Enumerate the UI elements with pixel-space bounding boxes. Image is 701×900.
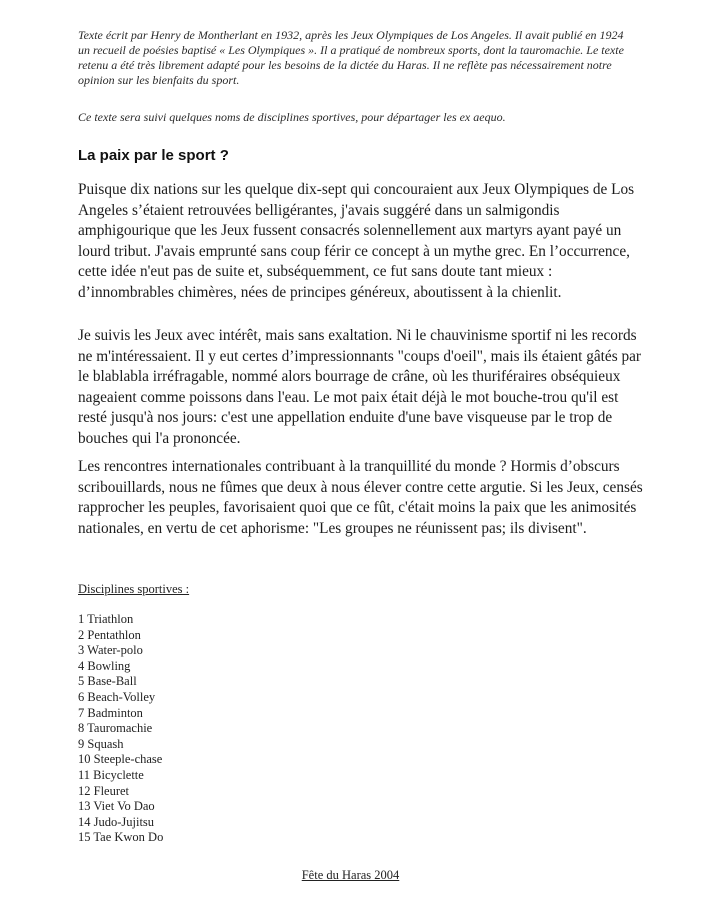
discipline-item: 14 Judo-Jujitsu	[78, 814, 155, 829]
discipline-item: 1 Triathlon	[78, 612, 134, 626]
discipline-item: 6 Beach-Volley	[78, 689, 156, 704]
body-paragraph-2: Je suivis les Jeux avec intérêt, mais sans exaltation. Ni le chauvinisme sportif ni les records ne m'intéressaient. Il y eut certes d’impressionnants "coups d'oeil", mais ils étaient gâtés par le blablabla irréfragable, nommé alors bourrage de crâne, où les thuriféraires obséquieux nageaient comme poissons dans l'eau. Le mot paix était déjà le mot bouche-trou qu'il est resté jusqu'à nos jours: c'est une appellation enduite d'une bave visqueuse par le trop de bouches qui l'a prononcée.	[78, 327, 642, 447]
discipline-item: 9 Squash	[78, 736, 124, 751]
intro-note	[78, 28, 638, 88]
discipline-item: 15 Tae Kwon Do	[78, 830, 164, 845]
discipline-item: 10 Steeple-chase	[78, 752, 163, 767]
discipline-item: 5 Base-Ball	[78, 674, 137, 689]
discipline-item: 4 Bowling	[78, 658, 131, 673]
page-title: La paix par le sport ?	[78, 147, 229, 164]
discipline-item: 8 Tauromachie	[78, 721, 153, 736]
body-paragraph-3: Les rencontres internationales contribuant à la tranquillité du monde ? Hormis d’obscurs scribouillards, nous ne fûmes que deux à nous élever contre cette argutie. Si les Jeux, censés rapprocher les peuples, favorisaient quoi que ce fût, c'était moins la paix que les animosités nationales, en vertu de cet aphorisme: "Les groupes ne réunissent pas; ils divisent".	[78, 458, 643, 537]
intro-note-secondary	[78, 110, 638, 125]
intro-paragraph-secondary: Ce texte sera suivi quelques noms de disciplines sportives, pour départager les ex aequo.	[78, 110, 506, 124]
discipline-item: 2 Pentathlon	[78, 627, 141, 642]
discipline-item: 11 Bicyclette	[78, 767, 144, 782]
body-paragraph-1: Puisque dix nations sur les quelque dix-sept qui concouraient aux Jeux Olympiques de Los Angeles s’étaient retrouvées belligérantes, j'avais suggéré dans un salmigondis amphigourique que les Jeux fussent consacrés solennellement aux martyrs ayant payé un lourd tribut. J'avais emprunté sans coup férir ce concept à un mythe grec. En l’occurrence, cette idée n'eut pas de suite et, subséquemment, ce fut sans doute tant mieux : d’innombrables chimères, nées de principes généreux, aboutissent à la chienlit.	[78, 181, 635, 301]
discipline-item: 12 Fleuret	[78, 783, 130, 798]
disciplines-title: Disciplines sportives :	[78, 582, 190, 596]
discipline-item: 7 Badminton	[78, 705, 143, 720]
discipline-item: 13 Viet Vo Dao	[78, 799, 155, 814]
footer-text: Fête du Haras 2004	[301, 868, 400, 882]
discipline-item: 3 Water-polo	[78, 643, 143, 658]
intro-paragraph: Texte écrit par Henry de Montherlant en 1932, après les Jeux Olympiques de Los Angeles. Il avait publié en 1924 un recueil de poésies baptisé « Les Olympiques ». Il a pratiqué de nombreux sports, dont la tauromachie. Le texte retenu a été très librement adapté pour les besoins de la dictée du Haras. Il ne reflète pas nécessairement notre opinion sur les bienfaits du sport.	[78, 28, 624, 87]
disciplines-list	[78, 612, 163, 846]
